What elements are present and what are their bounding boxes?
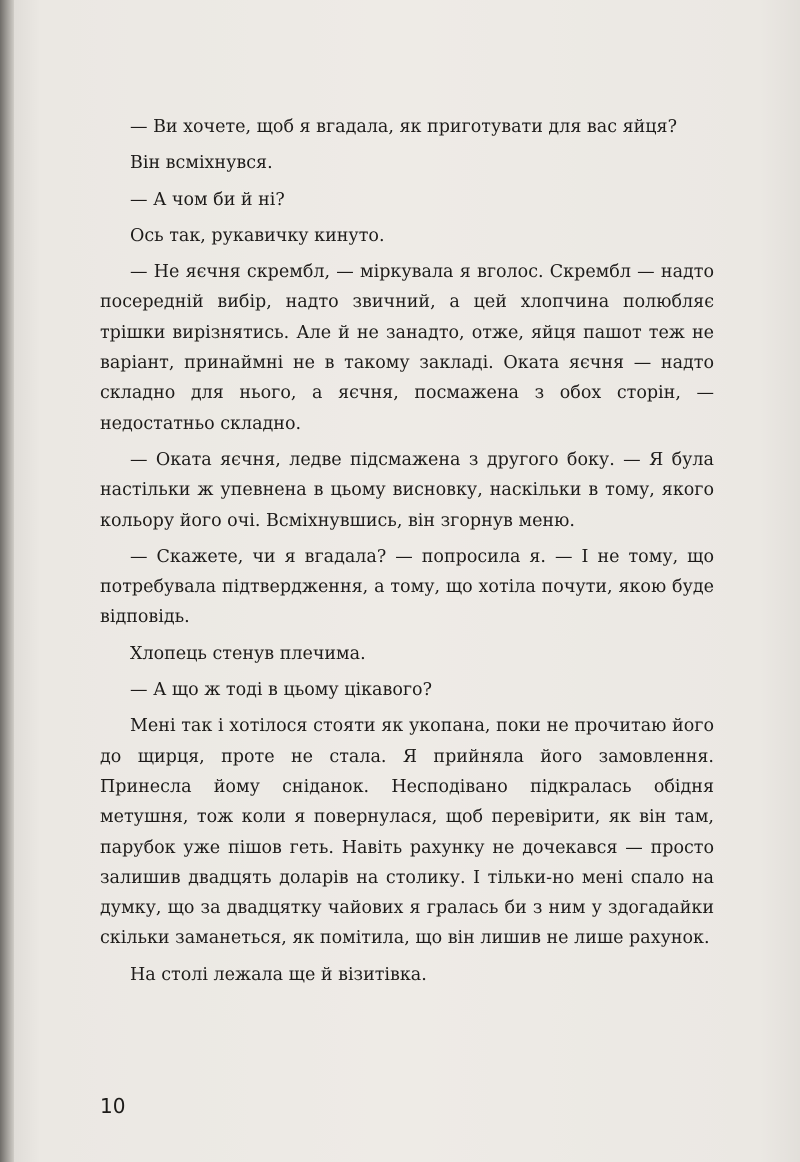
paragraph-8: Хлопець стенув плечима.	[130, 643, 366, 664]
paragraph-4: Ось так, рукавичку кинуто.	[130, 225, 385, 246]
paragraph-2: Він всміхнувся.	[130, 153, 273, 174]
paragraph-5: — Не яєчня скрембл, — міркувала я вголос. Скрембл — надто посередній вибір, надто звичний, а цей хлопчина полюбляє трішки вирізнятись. Але й не занадто, отже, яйця пашот теж не варіант, принаймні не в такому закладі. Оката яєчня — надто складно для нього, а яєчня, посмажена з обох сторін, — недостатньо складно.	[100, 262, 714, 434]
body-text	[100, 112, 714, 996]
paragraph-3: — А чом би й ні?	[130, 189, 285, 210]
paragraph-6: — Оката яєчня, ледве підсмажена з другого боку. — Я була настільки ж упевнена в цьому висновку, наскільки в тому, якого кольору його очі. Всміхнувшись, він згорнув меню.	[100, 449, 714, 531]
paragraph-1: — Ви хочете, щоб я вгадала, як приготувати для вас яйця?	[130, 117, 677, 137]
book-binding-edge	[0, 0, 14, 1162]
paragraph-9: — А що ж тоді в цьому цікавого?	[130, 680, 432, 701]
page-number: 10	[100, 1094, 126, 1118]
paragraph-7: — Скажете, чи я вгадала? — попросила я. — І не тому, що потребувала підтвердження, а тому, що хотіла почути, якою буде відповідь.	[100, 546, 714, 628]
paragraph-11: На столі лежала ще й візитівка.	[130, 964, 427, 985]
paragraph-10: Мені так і хотілося стояти як укопана, поки не прочитаю його до щирця, проте не стала. Я прийняла його замовлення. Принесла йому сніданок. Несподівано підкралась обідня метушня, тож коли я повернулася, щоб перевірити, як він там, парубок уже пішов геть. Навіть рахунку не дочекався — просто залишив двадцять доларів на столику. І тільки-но мені спало на думку, що за двадцятку чайових я гралась би з ним у здогадайки скільки заманеться, як помітила, що він лишив не лише рахунок.	[100, 716, 714, 949]
